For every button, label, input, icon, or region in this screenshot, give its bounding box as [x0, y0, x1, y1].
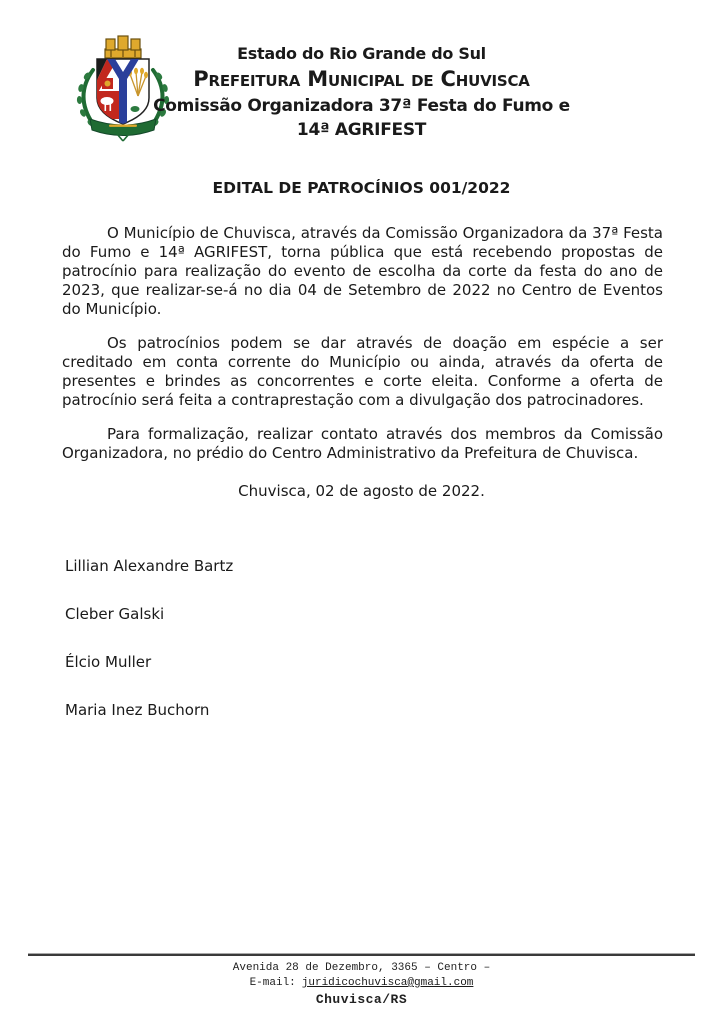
footer-address: Avenida 28 de Dezembro, 3365 – Centro –	[232, 962, 491, 974]
email-link[interactable]: juridicochuvisca@gmail.com	[301, 977, 474, 989]
committee-line-2: 14ª AGRIFEST	[296, 120, 427, 140]
footer-divider	[28, 954, 695, 956]
document-title: EDITAL DE PATROCÍNIOS 001/2022	[212, 179, 511, 197]
committee-line-1: Comissão Organizadora 37ª Festa do Fumo e	[153, 96, 570, 116]
paragraph-3: Para formalização, realizar contato através dos membros da Comissão Organizadora, no prédio do Centro Administrativo da Prefeitura de Chuvisca.	[62, 425, 663, 462]
signatory-name: Cleber Galski	[65, 605, 165, 623]
document-body	[62, 224, 663, 478]
email-label: E-mail:	[249, 977, 296, 989]
municipality-name: Prefeitura Municipal de Chuvisca	[193, 67, 530, 91]
paragraph-2: Os patrocínios podem se dar através de doação em espécie a ser creditado em conta corrente do Município ou ainda, através da oferta de presentes e brindes as concorrentes e corte eleita. Conforme a oferta de patrocínio será feita a contraprestação com a divulgação dos patrocinadores.	[62, 334, 663, 409]
signature-list	[65, 557, 233, 749]
paragraph-1: O Município de Chuvisca, através da Comissão Organizadora da 37ª Festa do Fumo e 14ª AGRIFEST, torna pública que está recebendo propostas de patrocínio para realização do evento de escolha da corte da festa do ano de 2023, que realizar-se-á no dia 04 de Setembro de 2022 no Centro de Eventos do Município.	[62, 224, 663, 318]
letterhead	[0, 44, 723, 142]
document-footer	[0, 954, 723, 1007]
signatory-name: Élcio Muller	[65, 653, 152, 671]
signatory-name: Maria Inez Buchorn	[65, 701, 210, 719]
date-line: Chuvisca, 02 de agosto de 2022.	[238, 482, 485, 500]
state-name: Estado do Rio Grande do Sul	[237, 44, 486, 63]
footer-city: Chuvisca/RS	[315, 992, 408, 1007]
signatory-name: Lillian Alexandre Bartz	[65, 557, 234, 575]
footer-email-line	[0, 976, 723, 991]
